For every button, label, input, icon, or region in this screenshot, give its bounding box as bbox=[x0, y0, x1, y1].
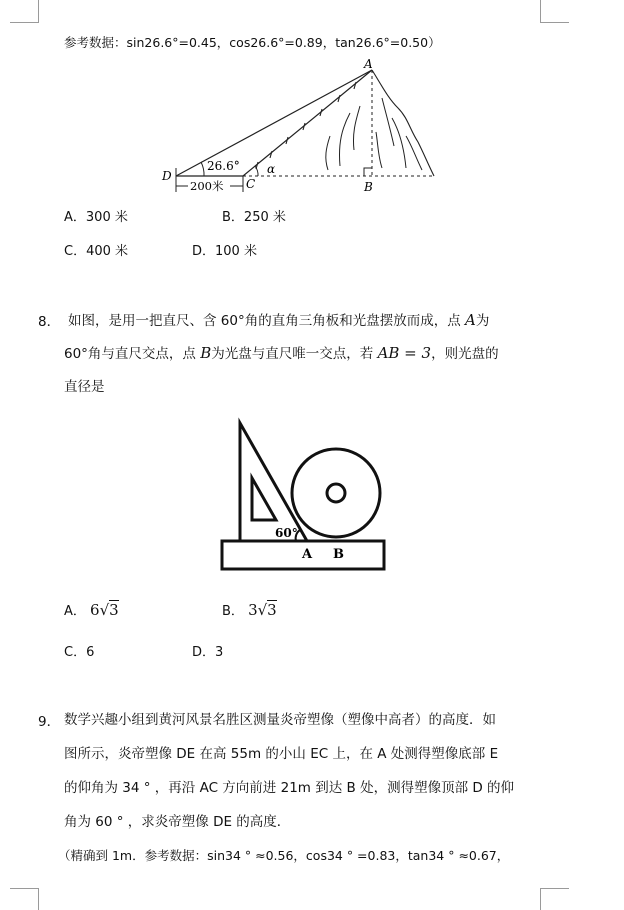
q9-number: 9． bbox=[38, 714, 61, 730]
q8-option-a: A． 6√3 bbox=[64, 601, 119, 619]
crop-mark-bottom-right bbox=[540, 888, 569, 910]
q8-line-1: 如图，是用一把直尺、含 60°角的直角三角板和光盘摆放而成，点 A为 bbox=[68, 311, 490, 329]
q9-line-5: （精确到 1m．参考数据：sin34 ° ≈0.56，cos34 ° =0.83，tan34 ° ≈0.67， bbox=[58, 848, 510, 863]
crop-mark-bottom-left bbox=[10, 888, 39, 910]
reference-data-line: 参考数据：sin26.6°=0.45，cos26.6°=0.89，tan26.6°=0.50） bbox=[64, 35, 441, 50]
crop-mark-top-left bbox=[10, 0, 39, 23]
label-distance: 200米 bbox=[190, 179, 224, 193]
q7-option-a: A．300 米 bbox=[64, 210, 128, 225]
q7-option-c: C．400 米 bbox=[64, 244, 129, 259]
label-D: D bbox=[162, 169, 172, 183]
label-angle: 26.6° bbox=[207, 159, 240, 173]
q9-line-2: 图所示，炎帝塑像 DE 在高 55m 的小山 EC 上，在 A 处测得塑像底部 E bbox=[64, 746, 499, 762]
label-B: B bbox=[364, 180, 373, 194]
label-point-B: B bbox=[333, 547, 344, 562]
label-A: A bbox=[364, 57, 373, 71]
q8-number: 8． bbox=[38, 314, 61, 330]
q9-line-3: 的仰角为 34 ° ，再沿 AC 方向前进 21m 到达 B 处，测得塑像顶部 D 的仰 bbox=[64, 780, 515, 796]
mountain-figure bbox=[160, 58, 450, 198]
label-point-A: A bbox=[302, 547, 313, 562]
ruler-disc-figure bbox=[218, 420, 388, 575]
q8-line-2: 60°角与直尺交点，点 B为光盘与直尺唯一交点，若 AB = 3，则光盘的 bbox=[64, 344, 499, 362]
q9-line-4: 角为 60 ° ，求炎帝塑像 DE 的高度． bbox=[64, 814, 291, 830]
q8-option-d: D．3 bbox=[192, 645, 224, 660]
label-C: C bbox=[246, 177, 256, 191]
q8-line-3: 直径是 bbox=[64, 379, 105, 395]
label-alpha: α bbox=[267, 162, 276, 176]
label-60deg: 60° bbox=[275, 526, 298, 540]
crop-mark-top-right bbox=[540, 0, 569, 23]
q7-option-d: D．100 米 bbox=[192, 244, 257, 259]
q9-line-1: 数学兴趣小组到黄河风景名胜区测量炎帝塑像（塑像中高者）的高度．如 bbox=[64, 712, 496, 728]
q8-option-c: C．6 bbox=[64, 645, 95, 660]
q8-option-b: B． 3√3 bbox=[222, 601, 277, 619]
q7-option-b: B．250 米 bbox=[222, 210, 286, 225]
